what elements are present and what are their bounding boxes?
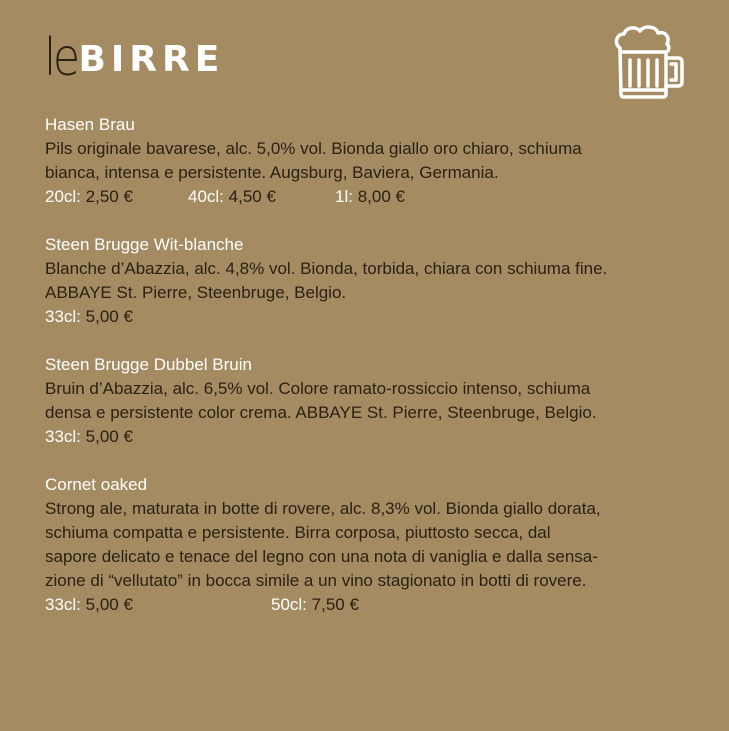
beer-description: zione di “vellutato” in bocca simile a un vino stagionato in botti di rovere.: [45, 571, 587, 590]
beer-description: schiuma compatta e persistente. Birra corposa, piuttosto secca, dal: [45, 523, 551, 542]
beer-description: Pils originale bavarese, alc. 5,0% vol. Bionda giallo oro chiaro, schiuma: [45, 139, 582, 158]
beer-item: [45, 113, 582, 209]
beer-description: Blanche d’Abazzia, alc. 4,8% vol. Bionda, torbida, chiara con schiuma fine.: [45, 259, 608, 278]
price-row: [45, 185, 582, 209]
title-le: le: [44, 28, 77, 88]
beer-description: ABBAYE St. Pierre, Steenbruge, Belgio.: [45, 283, 347, 302]
price: 20cl: 2,50 €: [45, 187, 133, 206]
beer-name: Steen Brugge Wit-blanche: [45, 235, 244, 254]
price-row: [45, 425, 597, 449]
beer-description: bianca, intensa e persistente. Augsburg, Baviera, Germania.: [45, 163, 499, 182]
price: 40cl: 4,50 €: [188, 187, 276, 206]
page-title: [44, 28, 225, 88]
beer-name: Cornet oaked: [45, 475, 148, 494]
beer-description: Bruin d’Abazzia, alc. 6,5% vol. Colore ramato-rossiccio intenso, schiuma: [45, 379, 591, 398]
beer-description: Strong ale, maturata in botte di rovere, alc. 8,3% vol. Bionda giallo dorata,: [45, 499, 601, 518]
price: 33cl: 5,00 €: [45, 427, 133, 446]
title-birre: BIRRE: [78, 39, 225, 80]
price: 33cl: 5,00 €: [45, 307, 133, 326]
beer-mug-icon: [612, 24, 686, 100]
price: 50cl: 7,50 €: [271, 595, 359, 614]
price-row: [45, 305, 607, 329]
beer-item: [45, 473, 601, 617]
beer-name: Steen Brugge Dubbel Bruin: [45, 355, 252, 374]
price: 33cl: 5,00 €: [45, 595, 133, 614]
price: 1l: 8,00 €: [335, 187, 405, 206]
beer-item: [45, 233, 607, 329]
beer-description: densa e persistente color crema. ABBAYE St. Pierre, Steenbruge, Belgio.: [45, 403, 597, 422]
beer-description: sapore delicato e tenace del legno con una nota di vaniglia e dalla sensa-: [45, 547, 598, 566]
beer-name: Hasen Brau: [45, 115, 135, 134]
price-row: [45, 593, 601, 617]
beer-item: [45, 353, 597, 449]
